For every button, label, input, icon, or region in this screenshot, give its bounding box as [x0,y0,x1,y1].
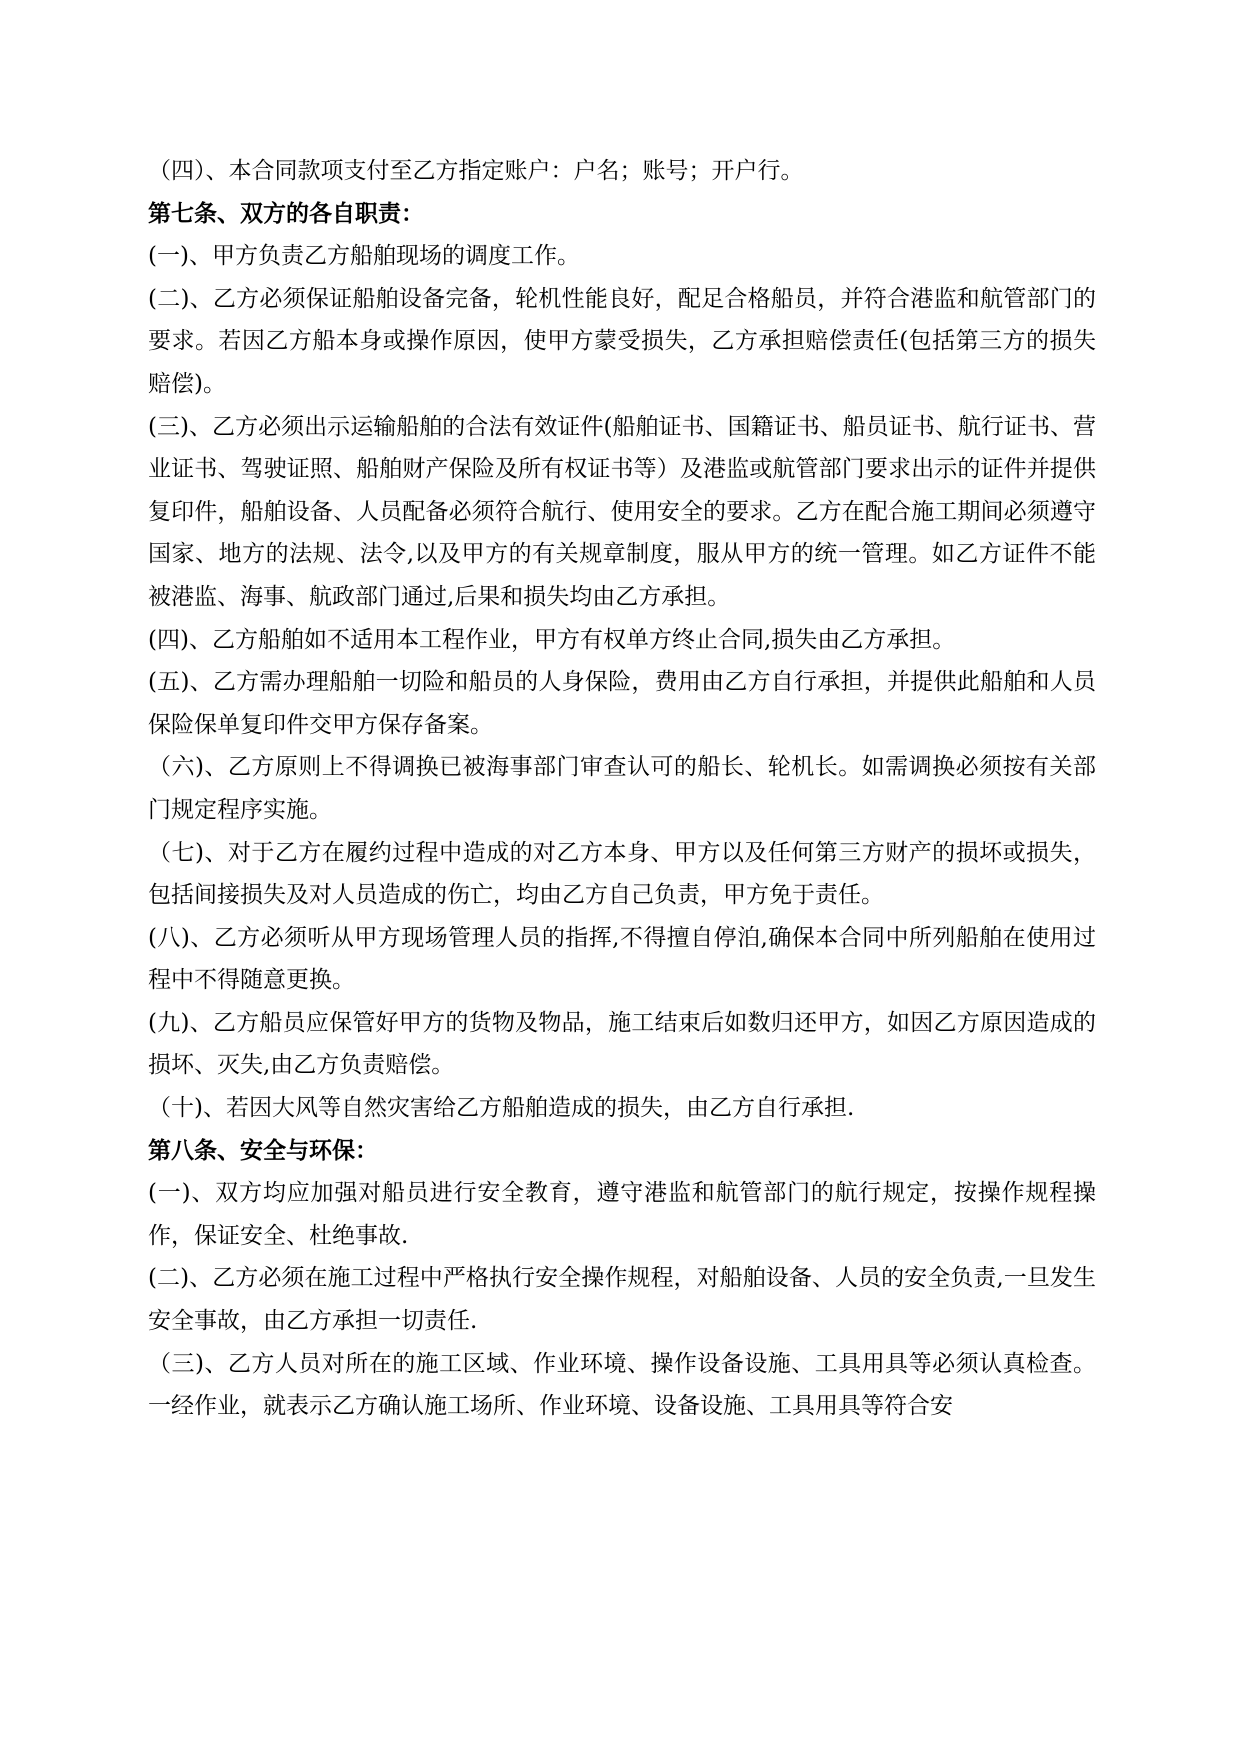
article-8-item-3: （三)、乙方人员对所在的施工区域、作业环境、操作设备设施、工具用具等必须认真检查。一经作业，就表示乙方确认施工场所、作业环境、设备设施、工具用具等符合安 [148,1350,1096,1420]
article-8-heading: 第八条、安全与环保： [148,1137,378,1164]
article-7-item-6: （六)、乙方原则上不得调换已被海事部门审查认可的船长、轮机长。如需调换必须按有关部门规定程序实施。 [148,754,1096,823]
article-7-item-8: (八)、乙方必须听从甲方现场管理人员的指挥,不得擅自停泊,确保本合同中所列船舶在使用过程中不得随意更换。 [148,924,1096,994]
article-7-item-4: (四)、乙方船舶如不适用本工程作业，甲方有权单方终止合同,损失由乙方承担。 [148,626,956,653]
article-7-item-10: （十)、若因大风等自然灾害给乙方船舶造成的损失，由乙方自行承担. [148,1095,855,1122]
article-7-item-2: (二)、乙方必须保证船舶设备完备，轮机性能良好，配足合格船员，并符合港监和航管部门的要求。若因乙方船本身或操作原因，使甲方蒙受损失，乙方承担赔偿责任(包括第三方的损失赔偿)。 [148,285,1096,397]
article-8-item-2: (二)、乙方必须在施工过程中严格执行安全操作规程，对船舶设备、人员的安全负责,一旦发生安全事故，由乙方承担一切责任. [148,1265,1096,1335]
article-7-heading: 第七条、双方的各自职责： [148,200,424,227]
document-page [148,150,1096,1428]
clause-6-item-4: （四）、本合同款项支付至乙方指定账户：户名；账号；开户行。 [148,158,804,184]
article-8-item-1: (一)、双方均应加强对船员进行安全教育，遵守港监和航管部门的航行规定，按操作规程操作，保证安全、杜绝事故. [148,1180,1096,1249]
article-7-item-3: (三)、乙方必须出示运输船舶的合法有效证件(船舶证书、国籍证书、船员证书、航行证书、营业证书、驾驶证照、船舶财产保险及所有权证书等）及港监或航管部门要求出示的证件并提供复印件，船舶设备、人员配备必须符合航行、使用安全的要求。乙方在配合施工期间必须遵守国家、地方的法规、法令,以及甲方的有关规章制度，服从甲方的统一管理。如乙方证件不能被港监、海事、航政部门通过,后果和损失均由乙方承担。 [148,413,1096,610]
article-7-item-1: (一)、甲方负责乙方船舶现场的调度工作。 [148,243,580,270]
article-7-item-7: （七)、对于乙方在履约过程中造成的对乙方本身、甲方以及任何第三方财产的损坏或损失，包括间接损失及对人员造成的伤亡，均由乙方自己负责，甲方免于责任。 [148,839,1096,909]
article-7-item-9: (九)、乙方船员应保管好甲方的货物及物品，施工结束后如数归还甲方，如因乙方原因造成的损坏、灭失,由乙方负责赔偿。 [148,1009,1096,1079]
article-7-item-5: (五)、乙方需办理船舶一切险和船员的人身保险，费用由乙方自行承担，并提供此船舶和人员保险保单复印件交甲方保存备案。 [148,669,1096,738]
